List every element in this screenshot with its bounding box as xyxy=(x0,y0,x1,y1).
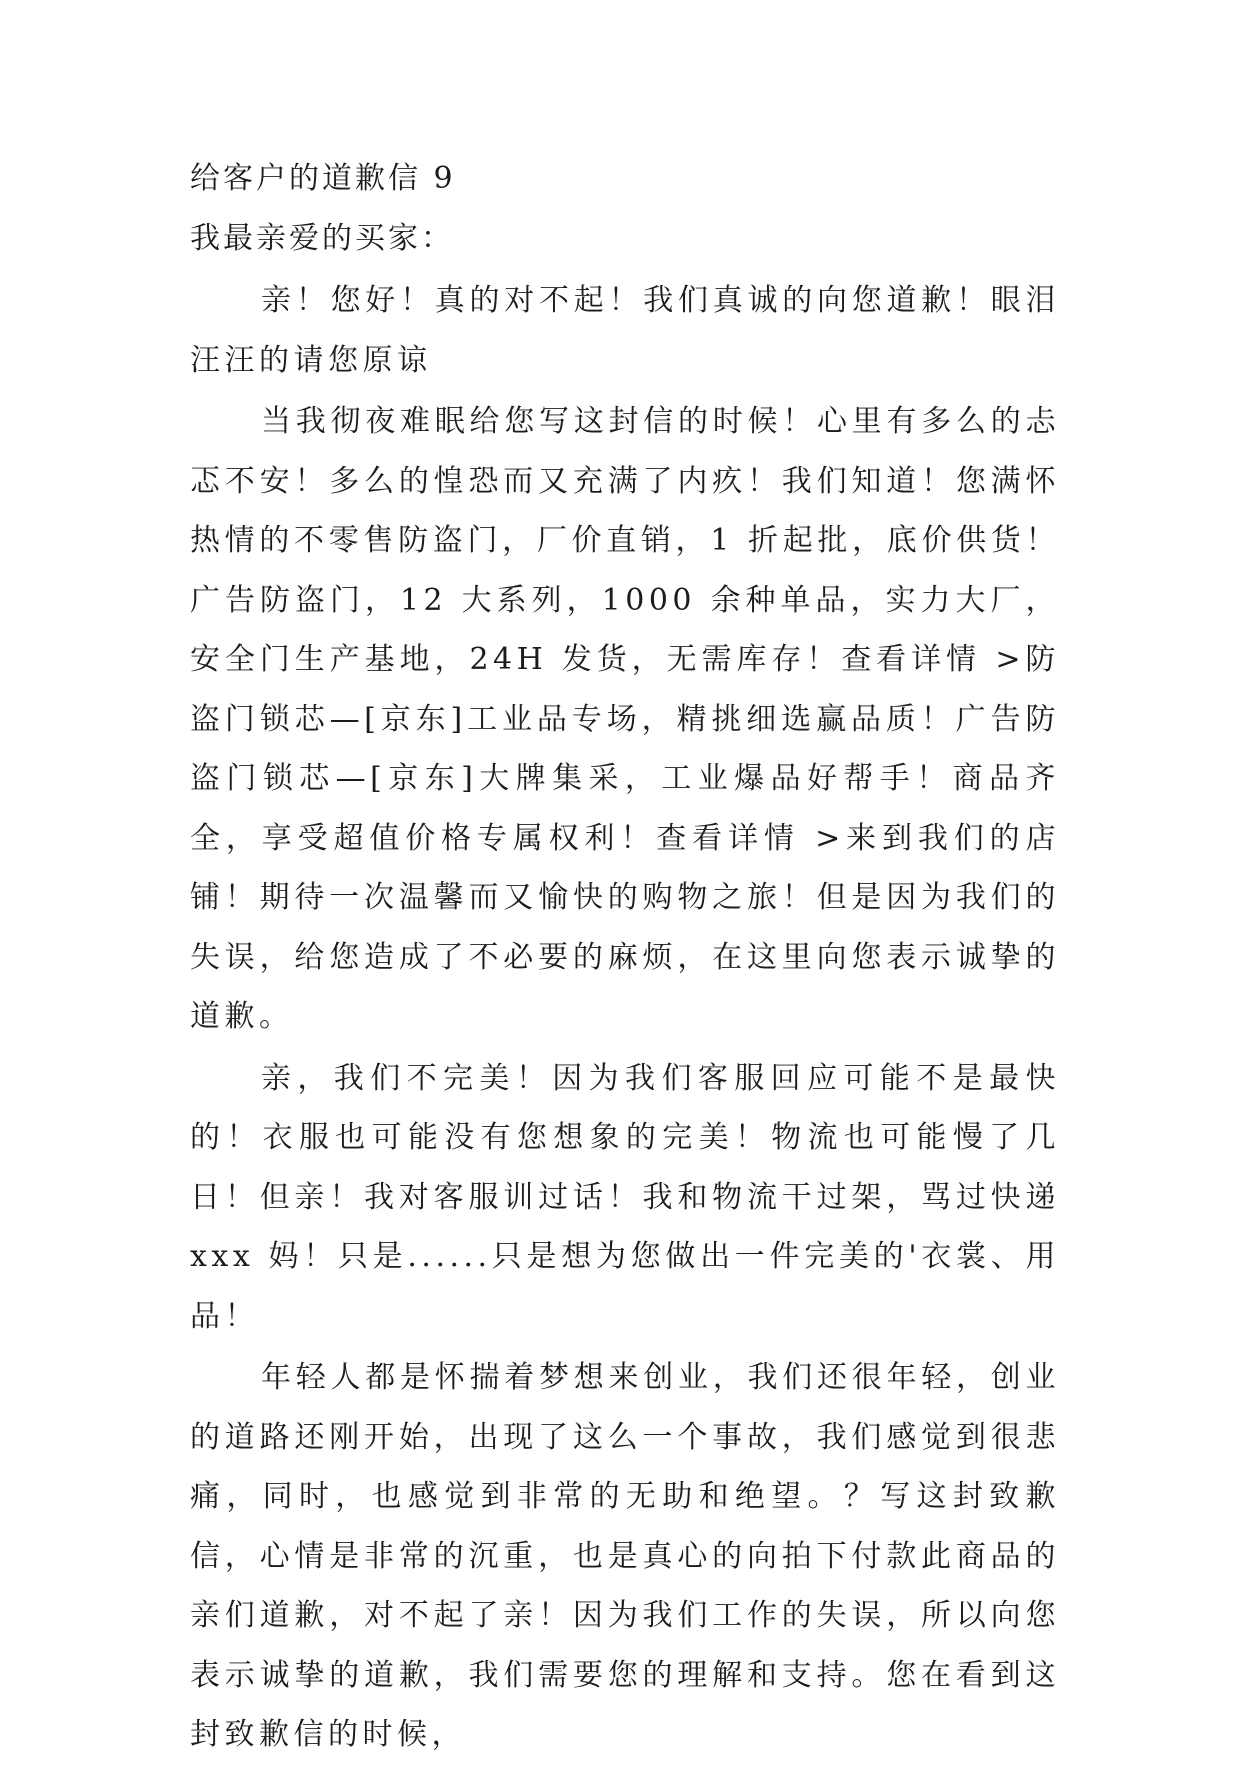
paragraph-imperfection: 亲，我们不完美！因为我们客服回应可能不是最快的！衣服也可能没有您想象的完美！物流也可能慢了几日！但亲！我对客服训过话！我和物流干过架，骂过快递 xxx 妈！只是......只是想为您做出一件完美的'衣裳、用品！ xyxy=(190,1060,1060,1334)
paragraph-greeting: 亲！您好！真的对不起！我们真诚的向您道歉！眼泪汪汪的请您原谅 xyxy=(190,283,1060,378)
paragraph-young-entrepreneurs: 年轻人都是怀揣着梦想来创业，我们还很年轻，创业的道路还刚开始，出现了这么一个事故，我们感觉到很悲痛，同时，也感觉到非常的无助和绝望。？写这封致歉信，心情是非常的沉重，也是真心的向拍下付款此商品的亲们道歉，对不起了亲！因为我们工作的失误，所以向您表示诚挚的道歉，我们需要您的理解和支持。您在看到这封致歉信的时候， xyxy=(190,1360,1060,1752)
letter-heading: 给客户的道歉信 9 xyxy=(190,161,456,196)
letter-body xyxy=(190,160,1060,1765)
letter-salutation: 我最亲爱的买家： xyxy=(190,221,454,256)
paragraph-apology: 当我彻夜难眠给您写这封信的时候！心里有多么的忐忑不安！多么的惶恐而又充满了内疚！我们知道！您满怀热情的不零售防盗门，厂价直销，1 折起批，底价供货！广告防盗门，12 大系列，1000 余种单品，实力大厂，安全门生产基地，24H 发货，无需库存！查看详情 >防盗门锁芯—[京东]工业品专场，精挑细选赢品质！广告防盗门锁芯—[京东]大牌集采，工业爆品好帮手！商品齐全，享受超值价格专属权利！查看详情 >来到我们的店铺！期待一次温馨而又愉快的购物之旅！但是因为我们的失误，给您造成了不必要的麻烦，在这里向您表示诚挚的道歉。 xyxy=(190,404,1060,1034)
